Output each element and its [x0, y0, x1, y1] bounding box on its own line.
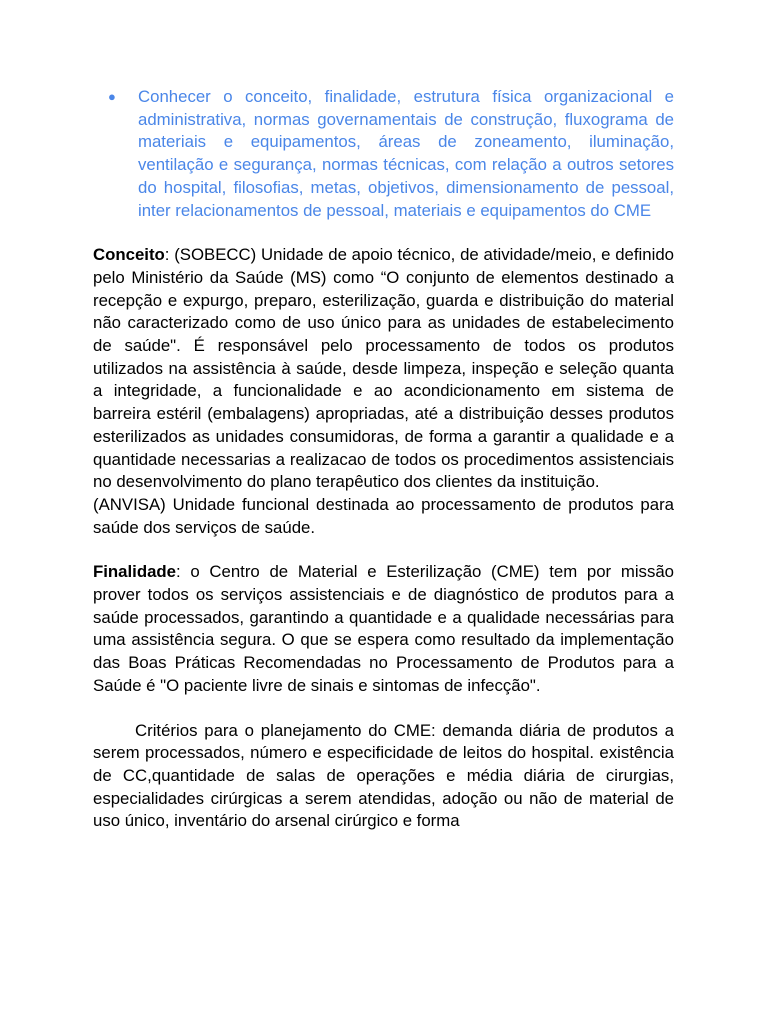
bullet-icon: ●: [108, 89, 116, 104]
objectives-list: [93, 86, 674, 222]
finalidade-paragraph: [93, 561, 674, 697]
conceito-label: Conceito: [93, 245, 165, 265]
finalidade-label: Finalidade: [93, 562, 176, 582]
conceito-paragraph: [93, 244, 674, 494]
conceito-text: : (SOBECC) Unidade de apoio técnico, de atividade/meio, e definido pelo Ministério da Saúde (MS) como “O conjunto de elementos destinado a recepção e expurgo, preparo, esterilização, guarda e distribuição do material não caracterizado como de uso único para as unidades de estabelecimento de saúde". É responsável pelo processamento de todos os produtos utilizados na assistência à saúde, desde limpeza, inspeção e seleção quanta a integridade, a funcionalidade e ao acondicionamento em sistema de barreira estéril (embalagens) apropriadas, até a distribuição desses produtos esterilizados as unidades consumidoras, de forma a garantir a qualidade e a quantidade necessarias a realizacao de todos os procedimentos assistenciais no desenvolvimento do plano terapêutico dos clientes da instituição.: [93, 245, 674, 492]
objective-text: Conhecer o conceito, finalidade, estrutura física organizacional e administrativa, normas governamentais de construção, fluxograma de materiais e equipamentos, áreas de zoneamento, iluminação, ventilação e segurança, normas técnicas, com relação a outros setores do hospital, filosofias, metas, objetivos, dimensionamento de pessoal, inter relacionamentos de pessoal, materiais e equipamentos do CME: [138, 87, 674, 220]
finalidade-text: : o Centro de Material e Esterilização (CME) tem por missão prover todos os serviços assistenciais e de diagnóstico de produtos para a saúde processados, garantindo a quantidade e a qualidade necessárias para uma assistência segura. O que se espera como resultado da implementação das Boas Práticas Recomendadas no Processamento de Produtos para a Saúde é "O paciente livre de sinais e sintomas de infecção".: [93, 562, 674, 695]
objective-item: [108, 86, 674, 222]
criterios-paragraph: Critérios para o planejamento do CME: demanda diária de produtos a serem processados, número e especificidade de leitos do hospital. existência de CC,quantidade de salas de operações e média diária de cirurgias, especialidades cirúrgicas a serem atendidas, adoção ou não de material de uso único, inventário do arsenal cirúrgico e forma: [93, 720, 674, 831]
anvisa-paragraph: (ANVISA) Unidade funcional destinada ao processamento de produtos para saúde dos serviços de saúde.: [93, 494, 674, 537]
